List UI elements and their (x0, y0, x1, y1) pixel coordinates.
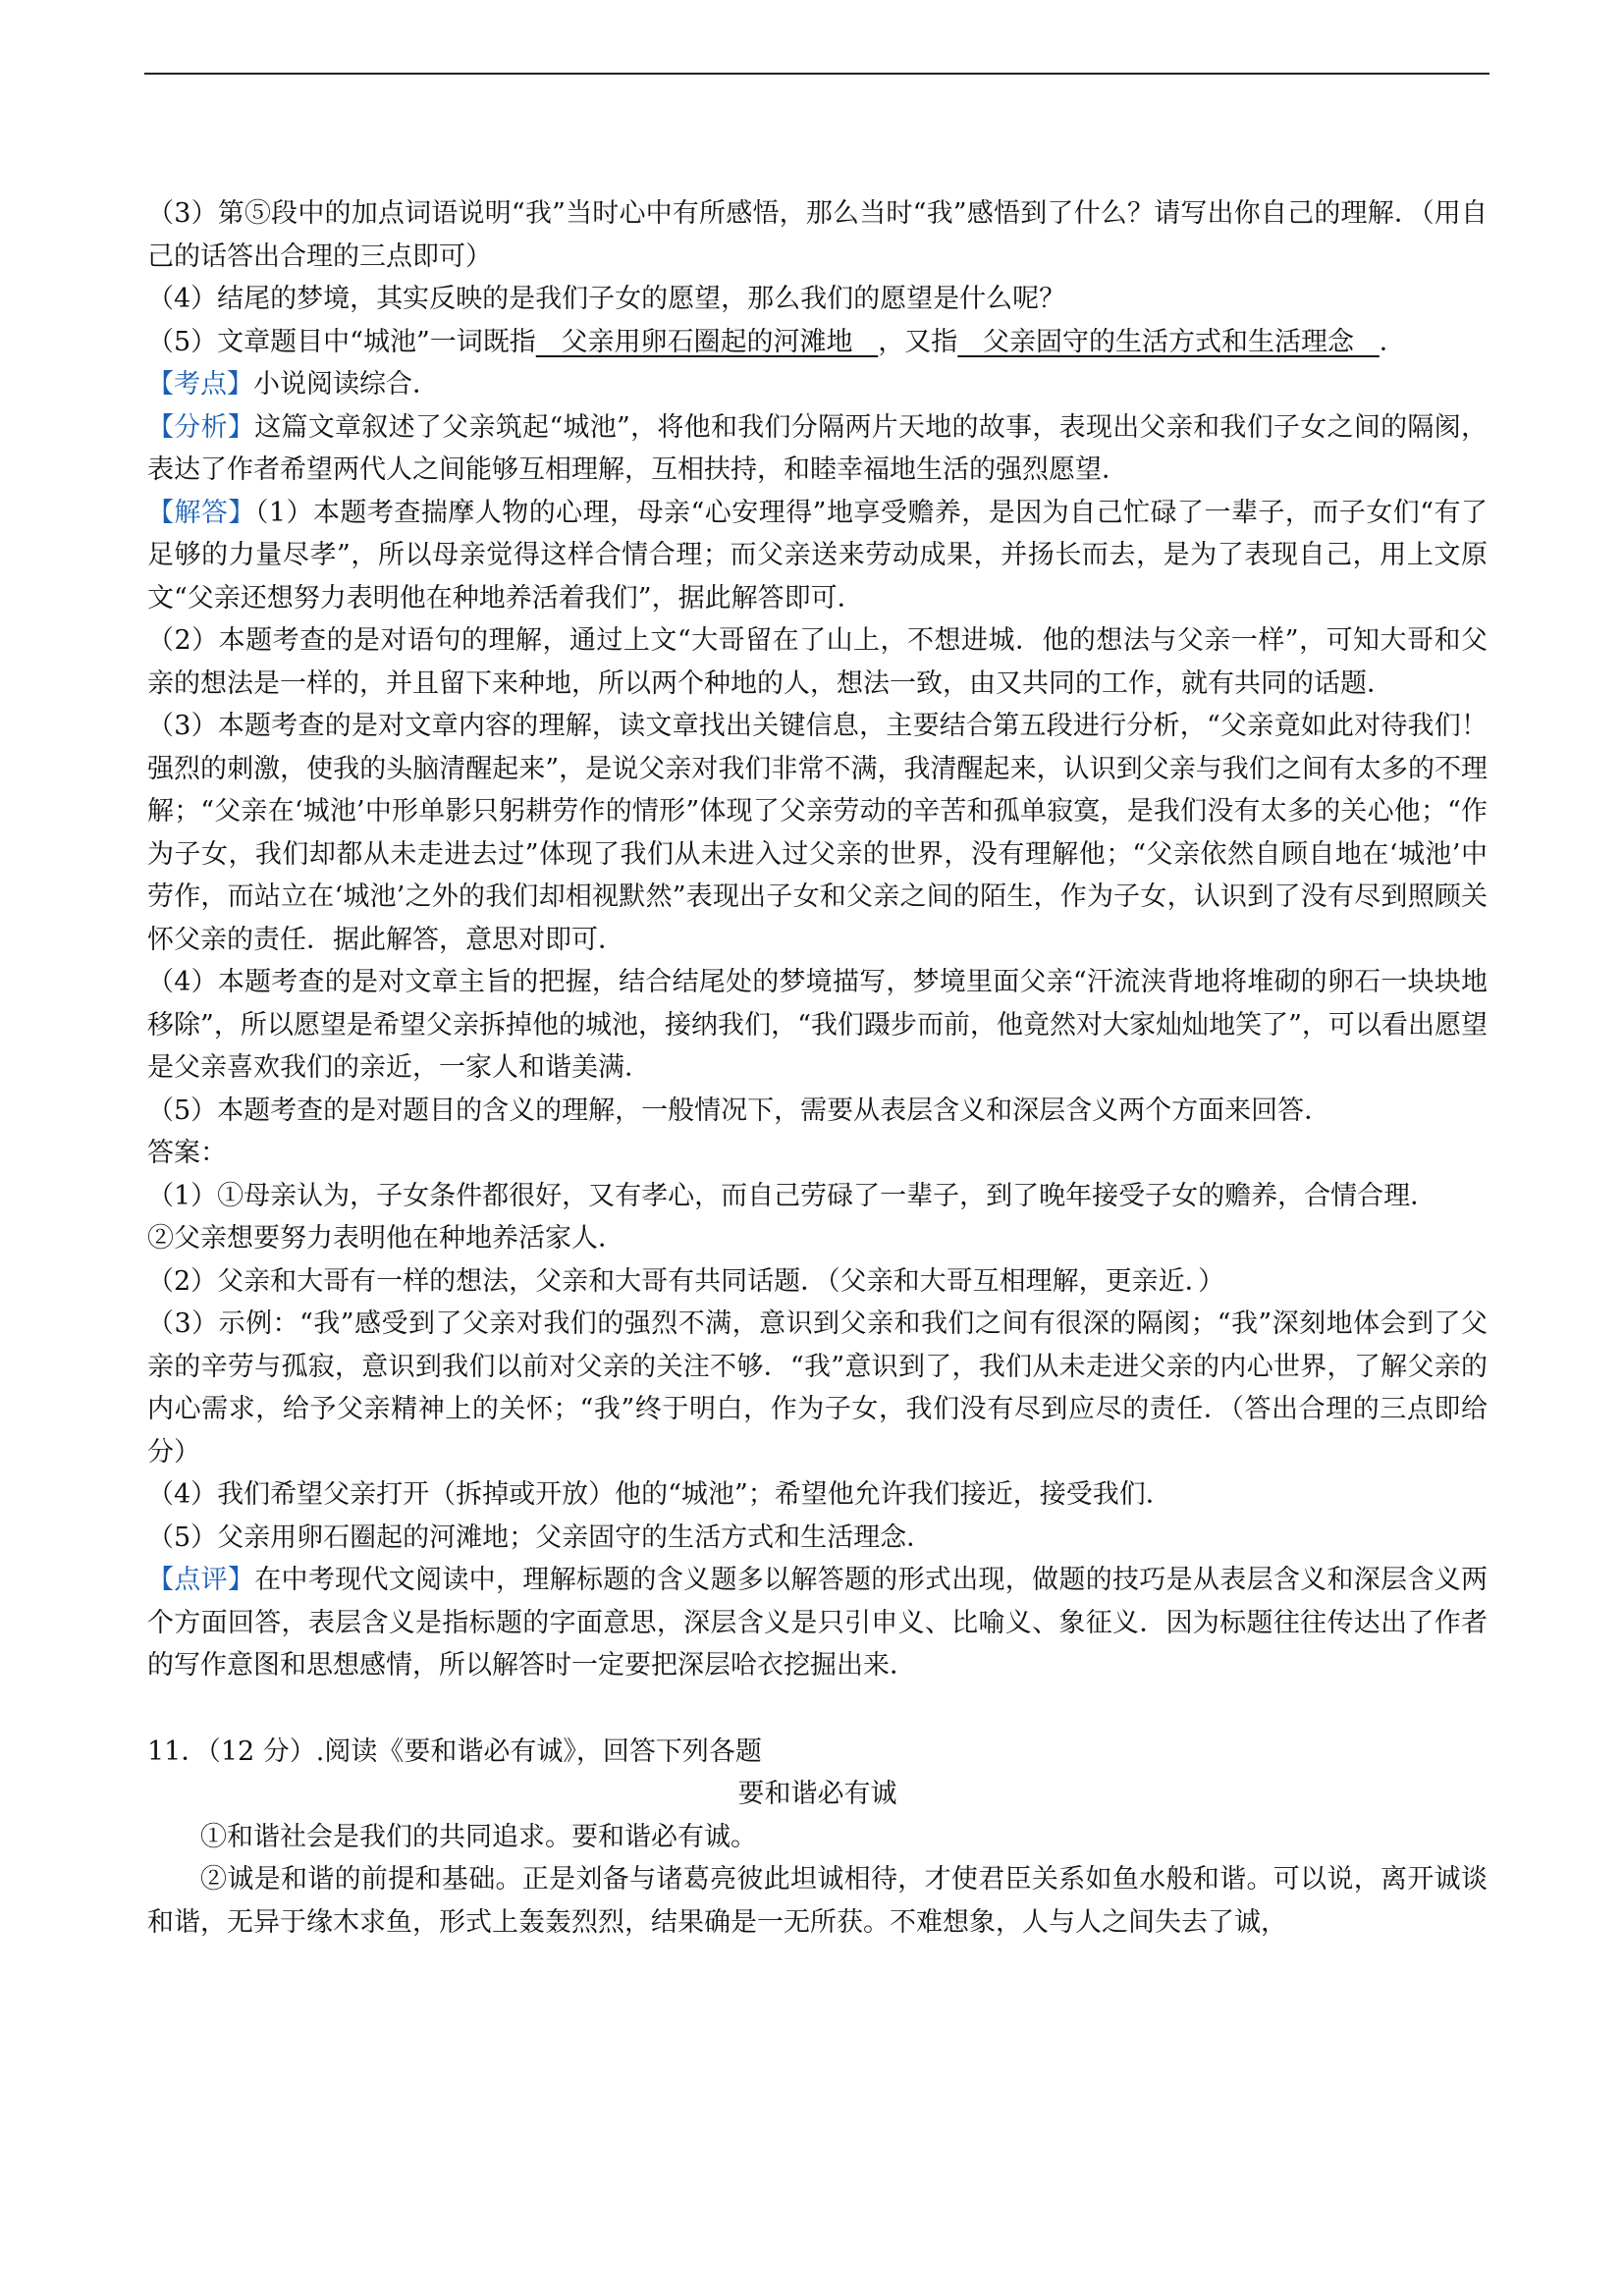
essay-paragraph-1: ①和谐社会是我们的共同追求。要和谐必有诚。 (200, 1821, 757, 1852)
jieda-text-4: （4）本题考查的是对文章主旨的把握，结合结尾处的梦境描写，梦境里面父亲“汗流浃背地将堆砌的卵石一块块地移除”，所以愿望是希望父亲拆掉他的城池，接纳我们，“我们蹑步而前，他竟然对大家灿灿地笑了”，可以看出愿望是父亲喜欢我们的亲近，一家人和谐美满． (147, 967, 1488, 1083)
kaodian-text: 小说阅读综合． (253, 369, 439, 400)
question-5 (147, 321, 1488, 364)
jieda-text-1: （1）本题考查揣摩人物的心理，母亲“心安理得”地享受赡养，是因为自己忙碌了一辈子，而子女们“有了足够的力量尽孝”，所以母亲觉得这样合情合理；而父亲送来劳动成果，并扬长而去，是为了表现自己，用上文原文“父亲还想努力表明他在种地养活着我们”，据此解答即可． (147, 497, 1488, 614)
header-rule (144, 73, 1489, 75)
fenxi-tag: 【分析】 (147, 411, 255, 443)
jieda-section (147, 492, 1488, 620)
essay-title: 要和谐必有诚 (737, 1779, 897, 1809)
answer-item-1b: ②父亲想要努力表明他在种地养活家人． (147, 1223, 624, 1254)
answer-blank-1: 父亲用卵石圈起的河滩地 (535, 326, 879, 357)
document-body (147, 192, 1488, 1944)
question-5-middle: ，又指 (878, 326, 958, 357)
jieda-tag: 【解答】 (147, 497, 255, 528)
answer-item-3: （3）示例：“我”感受到了父亲对我们的强烈不满，意识到父亲和我们之间有很深的隔阂；“我”深刻地体会到了父亲的辛劳与孤寂，意识到我们以前对父亲的关注不够．“我”意识到了，我们从未走进父亲的内心世界，了解父亲的内心需求，给予父亲精神上的关怀；“我”终于明白，作为子女，我们没有尽到应尽的责任．（答出合理的三点即给分） (147, 1308, 1488, 1468)
dianping-tag: 【点评】 (147, 1565, 255, 1595)
kaodian-tag: 【考点】 (147, 369, 253, 400)
jieda-text-5: （5）本题考查的是对题目的含义的理解，一般情况下，需要从表层含义和深层含义两个方面来回答． (147, 1095, 1331, 1126)
fenxi-text: 这篇文章叙述了父亲筑起“城池”，将他和我们分隔两片天地的故事，表现出父亲和我们子女之间的隔阂，表达了作者希望两代人之间能够互相理解，互相扶持，和睦幸福地生活的强烈愿望． (147, 411, 1488, 485)
essay-paragraph-2: ②诚是和谐的前提和基础。正是刘备与诸葛亮彼此坦诚相待，才使君臣关系如鱼水般和谐。可以说，离开诚谈和谐，无异于缘木求鱼，形式上轰轰烈烈，结果确是一无所获。不难想象，人与人之间失去了诚， (147, 1864, 1488, 1938)
answers-label: 答案： (147, 1138, 227, 1168)
answer-item-5: （5）父亲用卵石圈起的河滩地；父亲固守的生活方式和生活理念． (147, 1522, 934, 1553)
question-3: （3）第⑤段中的加点词语说明“我”当时心中有所感悟，那么当时“我”感悟到了什么？请写出你自己的理解．（用自己的话答出合理的三点即可） (147, 198, 1488, 272)
question-5-suffix: ． (1379, 326, 1406, 357)
jieda-text-2: （2）本题考查的是对语句的理解，通过上文“大哥留在了山上，不想进城．他的想法与父亲一样”，可知大哥和父亲的想法是一样的，并且留下来种地，所以两个种地的人，想法一致，由又共同的工作，就有共同的话题． (147, 625, 1488, 699)
jieda-text-3: （3）本题考查的是对文章内容的理解，读文章找出关键信息，主要结合第五段进行分析，“父亲竟如此对待我们！强烈的刺激，使我的头脑清醒起来”，是说父亲对我们非常不满，我清醒起来，认识到父亲与我们之间有太多的不理解；“父亲在‘城池’中形单影只躬耕劳作的情形”体现了父亲劳动的辛苦和孤单寂寞，是我们没有太多的关心他；“作为子女，我们却都从未走进去过”体现了我们从未进入过父亲的世界，没有理解他；“父亲依然自顾自地在‘城池’中劳作，而站立在‘城池’之外的我们却相视默然”表现出子女和父亲之间的陌生，作为子女，认识到了没有尽到照顾关怀父亲的责任．据此解答，意思对即可． (147, 711, 1488, 955)
kaodian-section (147, 363, 1488, 406)
question-11-header: 11．（12 分）.阅读《要和谐必有诚》，回答下列各题 (147, 1735, 762, 1767)
dianping-text: 在中考现代文阅读中，理解标题的含义题多以解答题的形式出现，做题的技巧是从表层含义和深层含义两个方面回答，表层含义是指标题的字面意思，深层含义是只引申义、比喻义、象征义．因为标题往往传达出了作者的写作意图和思想感情，所以解答时一定要把深层哈衣挖掘出来． (147, 1565, 1489, 1681)
answer-item-4: （4）我们希望父亲打开（拆掉或开放）他的“城池”；希望他允许我们接近，接受我们． (147, 1479, 1172, 1510)
fenxi-section (147, 406, 1488, 492)
question-4: （4）结尾的梦境，其实反映的是我们子女的愿望，那么我们的愿望是什么呢？ (147, 284, 1066, 314)
dianping-section (147, 1559, 1488, 1687)
answer-item-2: （2）父亲和大哥有一样的想法，父亲和大哥有共同话题．（父亲和大哥互相理解，更亲近．） (147, 1265, 1225, 1297)
section-gap (147, 1687, 1488, 1731)
answer-blank-2: 父亲固守的生活方式和生活理念 (957, 326, 1380, 357)
answer-item-1: （1）①母亲认为，子女条件都很好，又有孝心，而自己劳碌了一辈子，到了晚年接受子女的赡养，合情合理． (147, 1180, 1437, 1211)
question-5-prefix: （5）文章题目中“城池”一词既指 (147, 326, 536, 357)
